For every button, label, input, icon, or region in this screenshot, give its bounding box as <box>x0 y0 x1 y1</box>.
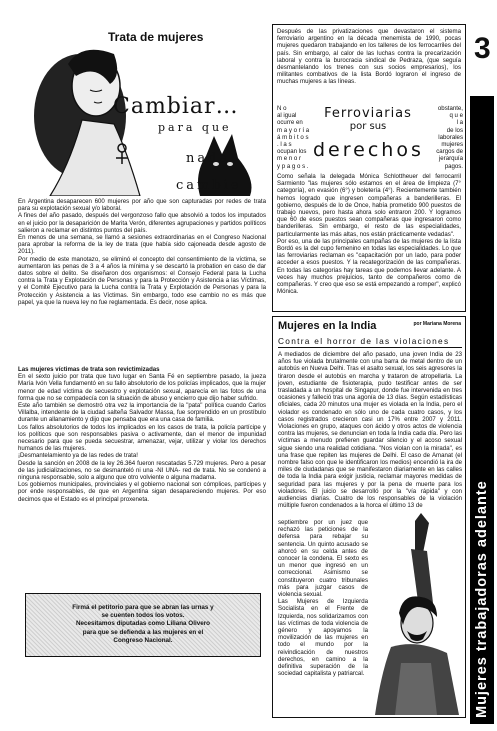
trata-body-2 <box>18 366 266 503</box>
text-fragment: de los <box>446 126 463 134</box>
slogan-line-1: Cambiar… <box>113 94 239 119</box>
text-fragment: y p a g o s . <box>277 162 309 170</box>
paragraph: Las Mujeres de Izquierda Socialista en el Frente de Izquierda, nos solidarizamos con las víctimas de toda violencia de género y apoyamos la movilización de las mujeres en todo el mundo por la reivindicación de nuestros derechos, en camino a la definitiva superación de la sociedad capitalista y patriarcal. <box>278 598 368 678</box>
paragraph: En el sexto juicio por trata que tuvo lugar en Santa Fé en septiembre pasado, la jueza María Ivón Vella fundamentó en su fallo absolutorio de los policías implicados, que la mujer menor de edad víctima de secuestro y explotación sexual, aparecía en las fotos de una forma que no se compadecía con la situación de abuso y encierro que dijo haber sufrido. <box>18 373 266 402</box>
paragraph: Como señala la delegada Mónica Schlottheuer del ferrocarril Sarmiento "las mujeres sólo estamos en el área de limpieza (7° categoría), en evasión (6°) y boletería (4°). Recientemente también hemos logrado que ingresen compañeras a banderilleras. El gobierno, después de lo de Once, había prometido 900 puestos de trabajo nuevos, pero hasta ahora solo entraron 200. Y logramos que 60 de esos puestos sean compañeras que ingresaron como banderilleras. Sin embargo, el resto de las especialidades, particularmente las más altas, nos están prácticamente vedadas". <box>277 173 461 238</box>
petition-callout <box>25 593 261 657</box>
ferroviarias-right-fragments <box>425 105 463 170</box>
callout-line: Firmá el petitorio para que se abran las urnas y <box>72 604 214 611</box>
ferroviarias-article <box>272 24 466 312</box>
text-fragment: m a y o r í a <box>277 126 310 134</box>
text-fragment: q u e <box>449 112 463 120</box>
text-fragment: ocurre en <box>277 119 303 127</box>
paragraph: Este año también se demostró otra vez la importancia de la "pata" política cuando Carlos Villalba, intendente de la ciudad salteña Salvador Massa, fue sorprendido en un prostíbulo durante un allanamiento y dijo que pensaba que era una casa de familia. <box>18 402 266 424</box>
title-line: por sus <box>349 121 387 132</box>
paragraph: Desde la sanción en 2008 de la ley 26.364 fueron rescatadas 5.729 mujeres. Pero a pesar de las judicializaciones, no se desmanteló ni una -NI UNA- red de trata. No se condenó a ninguna responsable, solo a alguno que otro volviente o alguna madama. <box>18 459 266 482</box>
article-heading: Trata de mujeres <box>108 30 204 44</box>
text-fragment: á m b i t o s <box>277 133 309 141</box>
subtitle-rule <box>278 347 462 348</box>
protester-illustration <box>371 513 463 715</box>
text-fragment: obstante, <box>437 105 463 112</box>
text-fragment: mujeres <box>441 141 463 149</box>
paragraph: Por medio de este manotazo, se eliminó el concepto del consentimiento de la víctima, se aumentaron las penas de 3 a 4 años la mínima y se descartó la probation en caso de dar datos sobre el delito. Se diseñaron dos organismos: el Consejo Federal para la Lucha contra la Trata y Explotación de Personas y para la Protección y Asistencia a las Víctimas, y el Comité Ejecutivo para la Lucha contra la Trata y Explotación de Personas y para la Protección y Asistencia a las Víctimas. Sin embargo, todo ese cambio no es más que papel, ya que la nueva ley no fue reglamentada. Es decir, nose aplica. <box>18 255 266 306</box>
paragraph: Por eso, una de las principales campañas de las mujeres de la lista Bordó es la del cupo femenino en todas las especialidades. Lo que las ferroviarias reclaman es "capacitación por un lado, para poder acceder a esos puestos. Y la recategorización de las compañeras. En todas las categorías hay tareas que podemos llevar adelante. A veces hay muchos prejuicios, tanto de compañeros como de compañeras. Y creo que eso se está empezando a romper", explicó Mónica. <box>277 237 461 296</box>
paragraph: A mediados de diciembre del año pasado, una joven India de 23 años fue violada brutalmente con una barra de metal dentro de un autobús en Nueva Delhi. Tras el asalto sexual, los seis agresores la tiraron desde el autobús en marcha y trataron de atropellarla. La joven, estudiante de fisioterapia, pudo testificar antes de ser trasladada a un hospital de Singapur, donde fue intervenida en tres ocasiones y falleció tras una agonía de 13 días. Según estadísticas oficiales, cada 20 minutos una mujer es violada en la India, pero el violador es condenado en sólo uno de cada cuatro casos, y los casos registrados crecieron casi un 17% entre 2007 y 2011. Violaciones en grupo, ataques con ácido y otros actos de violencia contra las mujeres, se denuncian en toda la India cada día. Pero las víctimas a menudo prefieren guardar silencio y el acoso sexual sigue siendo una realidad cotidiana. "Nos violan con la mirada", es una frase que repiten las mujeres de Delhi. El caso de Amanat (el nombre falso con que le identificaron los medios) encendió la ira de miles de ciudadanas que se manifestaron diariamente en las calles de toda la India para exigir justicia, reclamar mayores medidas de seguridad para las mujeres y por la pena de muerte para los violadores. El juicio se desarrolló por la "vía rápida" y con audiencias diarias. Cuatro de los responsables de la violación múltiple fueron condenados a la horca el último 13 de <box>278 351 462 510</box>
text-fragment: laborales <box>438 133 463 141</box>
section-subheading: Las mujeres víctimas de trata son revictimizadas <box>18 366 160 373</box>
callout-line: Necesitamos diputadas como Liliana Olivero <box>75 620 211 628</box>
paragraph: En Argentina desaparecen 600 mujeres por año que son capturadas por redes de trata para su explotación sexual y/o laboral. <box>18 198 266 213</box>
title-line: derechos <box>313 139 424 161</box>
byline: por Mariana Morena <box>413 321 461 327</box>
paragraph: Los fallos absolutorios de todos los implicados en los casos de trata, la policía partícipe y los políticos que son responsables pasiva o activamente, dan el menor de impunidad necesario para que se pueda secuestrar, amenazar, vejar, utilizar y violar los derechos humanos de las mujeres. <box>18 423 266 453</box>
paragraph: A fines del año pasado, después del vergonzoso fallo que absolvió a todos los imputados en el juicio por la desaparición de Marita Verón, diferentes agrupaciones y partidos políticos salieron a reclamar en distintos puntos del país. <box>18 212 266 234</box>
slogan-line-3: nada <box>186 151 231 166</box>
text-fragment: jerarquía <box>438 155 463 163</box>
article-subtitle: Contra el horror de las violaciones <box>278 336 450 346</box>
paragraph: septiembre por un juez que rechazó las peticiones de la defensa para rebajar su sentencia. Un quinto acusado se ahorcó en su celda antes de conocer la condena. El sexto es un menor que ingresó en un correccional. Asimismo se constituyeron cuatro tribunales más para juzgar casos de violencia sexual. <box>278 519 368 599</box>
callout-line: para que se defienda a las mujeres en el <box>82 628 204 636</box>
callout-line: Congreso Nacional. <box>113 636 173 644</box>
slogan-line-4: cambie <box>176 178 242 193</box>
slogan-line-2: para que <box>158 121 232 134</box>
callout-line: se cuenten todos los votos. <box>101 612 185 620</box>
paragraph: ¡Desmantelamiento ya de las redes de trata! <box>18 452 138 460</box>
page-number: 3 <box>474 32 491 65</box>
text-fragment: al igual <box>277 112 297 120</box>
text-fragment: m e n o r <box>277 155 302 163</box>
text-fragment: ocupan los <box>277 148 307 156</box>
ferroviarias-body <box>277 173 461 295</box>
paragraph: En menos de una semana, se llamó a sesiones extraordinarias en el Congreso Nacional para aprobar la reforma de la ley de trata (que había sido cajoneada desde agosto de 2011). <box>18 234 266 256</box>
text-fragment: l a <box>456 119 463 127</box>
text-fragment: cargos de <box>436 148 463 156</box>
paragraph: Los gobiernos municipales, provinciales y el gobierno nacional son cómplices, partícipes y por ende responsables, de que en Argentina sigan desapareciendo mujeres. Por eso decimos que el Estado es el principal proxeneta. <box>18 481 266 503</box>
text-fragment: N o <box>277 105 287 112</box>
text-fragment: . l a s <box>277 141 292 149</box>
india-article <box>272 316 466 718</box>
ferroviarias-title <box>313 107 423 161</box>
title-line: Ferroviarias <box>324 106 412 121</box>
india-body-2 <box>278 519 368 677</box>
sidebar-title-text: Mujeres trabajadoras adelante <box>474 480 490 718</box>
text-fragment: pagos. <box>444 162 463 170</box>
ferroviarias-left-fragments <box>277 105 311 170</box>
article-heading: Mujeres en la India <box>278 320 377 332</box>
trata-body <box>18 198 266 306</box>
paragraph: Después de las privatizaciones que devastaron el sistema ferroviario argentino en la década menemista de 1990, pocas mujeres quedaron trabajando en los talleres de los ferrocarriles del país. Sin embargo, al calor de las luchas contra la precarización laboral y contra la burocracia sindical de Pedraza, (que seguía desmantelando los trenes con sus socios empresarios), los militantes combativos de la lista Bordó lograron el ingreso de muchas mujeres a las líneas. <box>277 28 461 86</box>
